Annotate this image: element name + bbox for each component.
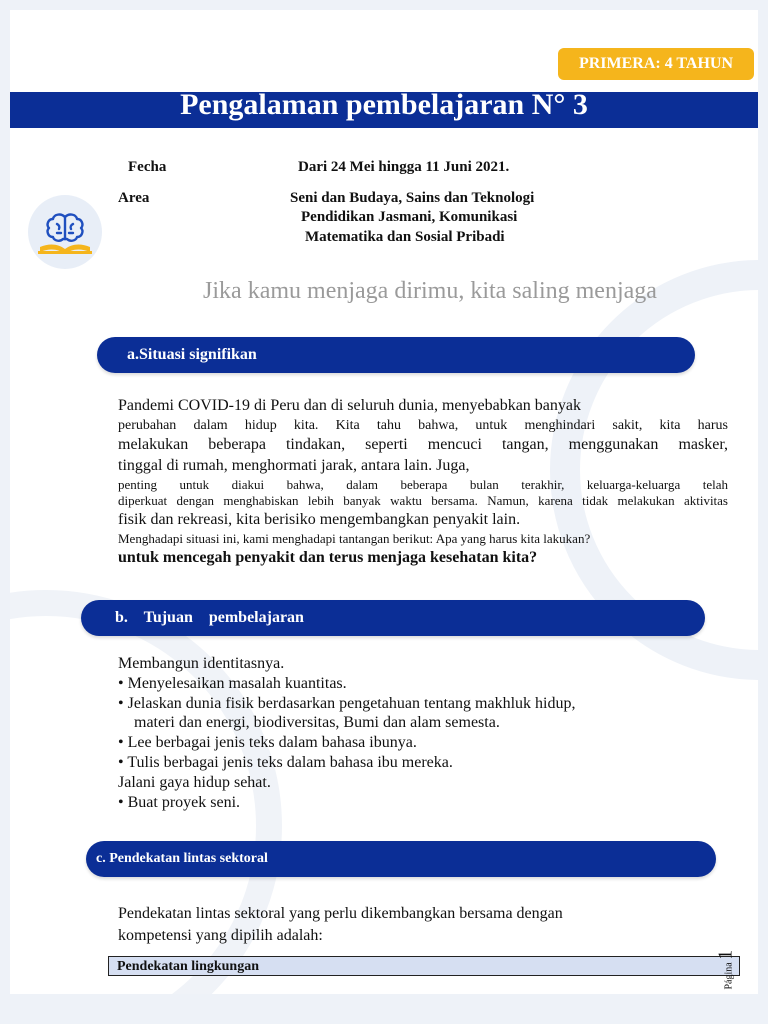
list-item: • Menyelesaikan masalah kuantitas. bbox=[118, 674, 347, 692]
page-number-value: 1 bbox=[714, 949, 737, 960]
area-line: Seni dan Budaya, Sains dan Teknologi bbox=[290, 190, 535, 206]
page-number bbox=[710, 922, 740, 990]
paragraph-line: Pandemi COVID-19 di Peru dan di seluruh dunia, menyebabkan banyak bbox=[118, 397, 582, 414]
grade-badge: PRIMERA: 4 TAHUN bbox=[558, 48, 754, 80]
section-a-header bbox=[97, 337, 695, 373]
document-page bbox=[10, 10, 758, 994]
area-line: Matematika dan Sosial Pribadi bbox=[305, 229, 505, 245]
paragraph-line: melakukan beberapa tindakan, seperti mencuci tangan, menggunakan masker, bbox=[118, 435, 728, 453]
paragraph-line: Menghadapi situasi ini, kami menghadapi tantangan berikut: Apa yang harus kita lakukan? bbox=[118, 531, 591, 547]
list-item: Jalani gaya hidup sehat. bbox=[118, 773, 271, 791]
area-label: Area bbox=[118, 190, 150, 206]
list-item: • Tulis berbagai jenis teks dalam bahasa ibu mereka. bbox=[118, 753, 453, 771]
motto: Jika kamu menjaga dirimu, kita saling menjaga bbox=[203, 278, 657, 304]
table-row: Pendekatan lingkungan bbox=[108, 956, 740, 976]
page-label: Página bbox=[723, 962, 735, 990]
paragraph-line: fisik dan rekreasi, kita berisiko mengembangkan penyakit lain. bbox=[118, 511, 521, 529]
list-item: • Lee berbagai jenis teks dalam bahasa ibunya. bbox=[118, 734, 417, 752]
paragraph-line: untuk mencegah penyakit dan terus menjaga kesehatan kita? bbox=[118, 549, 538, 567]
section-c-title: c. Pendekatan lintas sektoral bbox=[96, 851, 268, 866]
paragraph-line: Pendekatan lintas sektoral yang perlu dikembangkan bersama dengan bbox=[118, 905, 563, 922]
tujuan-list bbox=[118, 654, 575, 812]
list-item: materi dan energi, biodiversitas, Bumi dan alam semesta. bbox=[118, 714, 500, 732]
list-item: • Jelaskan dunia fisik berdasarkan pengetahuan tentang makhluk hidup, bbox=[118, 694, 576, 712]
logo bbox=[28, 195, 102, 269]
section-a-title: a.Situasi signifikan bbox=[127, 346, 257, 363]
situasi-paragraph bbox=[118, 396, 728, 569]
section-b-header bbox=[81, 600, 705, 636]
page-title: Pengalaman pembelajaran N° 3 bbox=[180, 88, 588, 121]
page-number-text bbox=[715, 922, 738, 990]
paragraph-line: tinggal di rumah, menghormati jarak, antara lain. Juga, bbox=[118, 456, 470, 474]
list-item: • Buat proyek seni. bbox=[118, 793, 241, 811]
area-line: Pendidikan Jasmani, Komunikasi bbox=[301, 209, 518, 225]
paragraph-line: kompetensi yang dipilih adalah: bbox=[118, 927, 323, 944]
brain-book-icon bbox=[28, 195, 102, 269]
section-c-header bbox=[86, 841, 716, 877]
paragraph-line: penting untuk diakui bahwa, dalam beberapa bulan terakhir, keluarga-keluarga telah bbox=[118, 476, 728, 492]
list-item: Membangun identitasnya. bbox=[118, 655, 285, 672]
lintas-paragraph bbox=[118, 903, 563, 947]
section-b-title: b. Tujuan pembelajaran bbox=[115, 609, 304, 626]
paragraph-line: perubahan dalam hidup kita. Kita tahu bahwa, untuk menghindari sakit, kita harus bbox=[118, 417, 728, 433]
paragraph-line: diperkuat dengan menghabiskan lebih banyak waktu bersama. Namun, karena tidak melakukan aktivitas bbox=[118, 493, 728, 509]
fecha-value: Dari 24 Mei hingga 11 Juni 2021. bbox=[298, 159, 510, 175]
fecha-label: Fecha bbox=[128, 159, 167, 175]
